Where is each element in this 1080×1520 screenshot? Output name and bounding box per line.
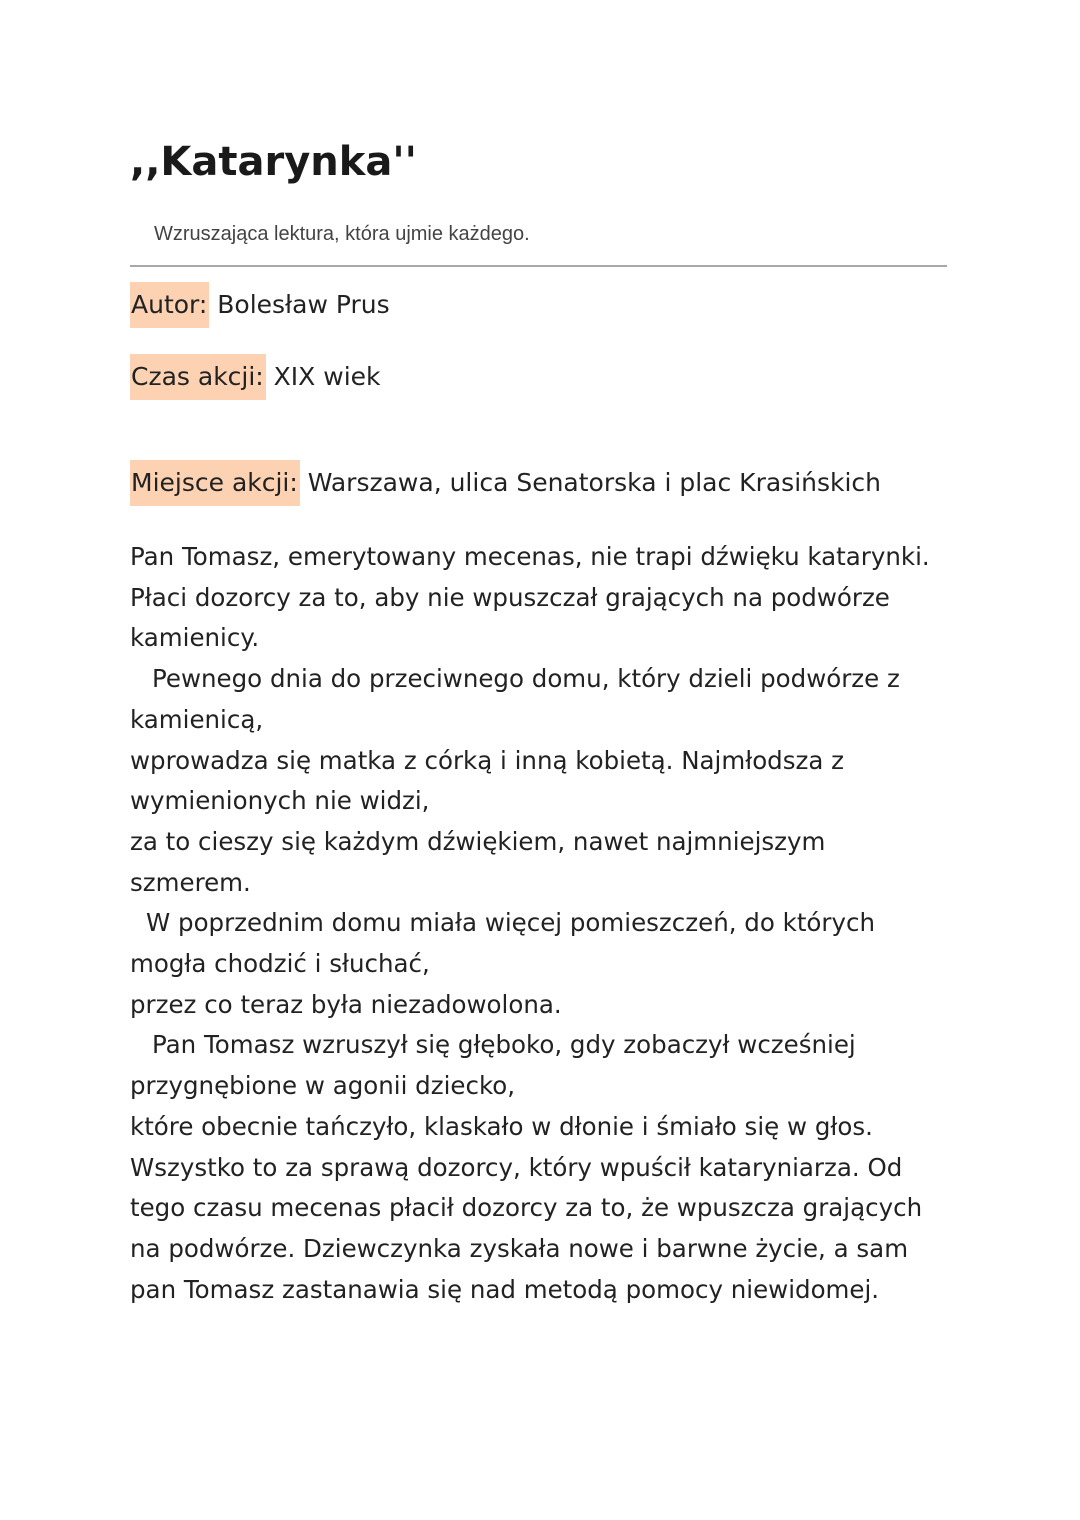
text-line: przygnębione w agonii dziecko, [130, 1071, 516, 1101]
text-line: Pewnego dnia do przeciwnego domu, który dzieli podwórze z [152, 664, 900, 694]
meta-place-label: Miejsce akcji: [130, 460, 300, 506]
text-line: Wszystko to za sprawą dozorcy, który wpuścił kataryniarza. Od [130, 1152, 903, 1182]
meta-time-label: Czas akcji: [130, 354, 266, 400]
text-line: które obecnie tańczyło, klaskało w dłonie i śmiało się w głos. [130, 1111, 873, 1141]
text-line: Pan Tomasz wzruszył się głęboko, gdy zobaczył wcześniej [152, 1030, 856, 1060]
meta-time [130, 354, 381, 400]
meta-time-value: XIX wiek [265, 362, 381, 391]
summary-text [130, 537, 990, 1310]
meta-author-value: Bolesław Prus [209, 290, 390, 319]
meta-place-value: Warszawa, ulica Senatorska i plac Krasińskich [299, 468, 882, 497]
text-line: mogła chodzić i słuchać, [130, 949, 430, 979]
text-line: przez co teraz była niezadowolona. [130, 989, 562, 1019]
meta-author [130, 282, 390, 328]
text-line: Płaci dozorcy za to, aby nie wpuszczał grających na podwórze [130, 582, 890, 612]
text-line: kamienicą, [130, 704, 264, 734]
text-line: pan Tomasz zastanawia się nad metodą pomocy niewidomej. [130, 1274, 880, 1304]
text-line: na podwórze. Dziewczynka zyskała nowe i barwne życie, a sam [130, 1233, 909, 1263]
text-line: Pan Tomasz, emerytowany mecenas, nie trapi dźwięku katarynki. [130, 542, 930, 571]
text-line: wprowadza się matka z córką i inną kobietą. Najmłodsza z [130, 745, 845, 775]
horizontal-divider [130, 265, 947, 267]
meta-place [130, 460, 881, 506]
text-line: wymienionych nie widzi, [130, 786, 430, 816]
text-line: W poprzednim domu miała więcej pomieszczeń, do których [146, 908, 875, 938]
text-line: kamienicy. [130, 623, 260, 653]
document-title: ,,Katarynka'' [130, 139, 417, 185]
text-line: szmerem. [130, 867, 251, 897]
document-subtitle: Wzruszająca lektura, która ujmie każdego. [154, 223, 530, 245]
text-line: za to cieszy się każdym dźwiękiem, nawet najmniejszym [130, 826, 826, 856]
meta-author-label: Autor: [130, 282, 209, 328]
text-line: tego czasu mecenas płacił dozorcy za to, że wpuszcza grających [130, 1193, 923, 1223]
